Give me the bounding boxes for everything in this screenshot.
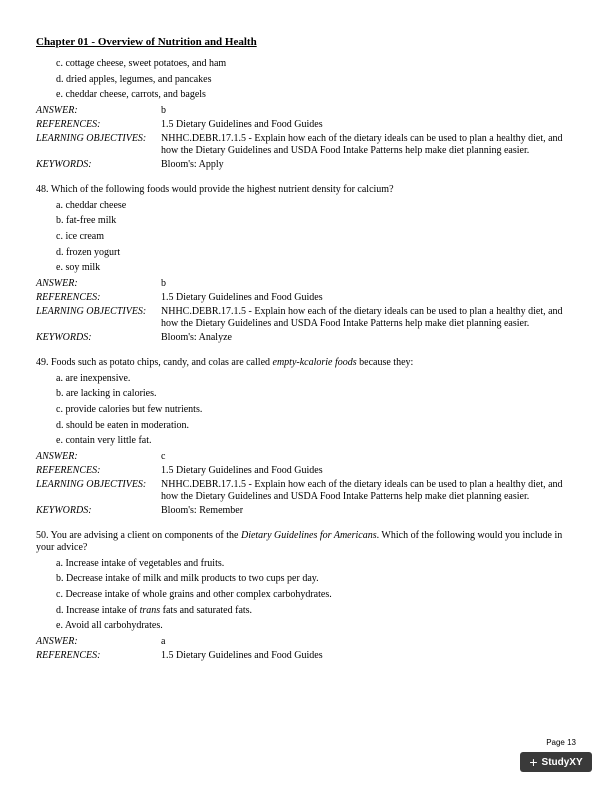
- references-row: REFERENCES: 1.5 Dietary Guidelines and Food Guides: [36, 291, 323, 303]
- logo-text: StudyXY: [541, 756, 583, 768]
- option-d: d. should be eaten in moderation.: [56, 419, 190, 431]
- keywords-row: KEYWORDS: Bloom's: Apply: [36, 158, 224, 170]
- question-block-50: [36, 530, 576, 662]
- question-block-47: [36, 56, 576, 171]
- references-row: REFERENCES: 1.5 Dietary Guidelines and Food Guides: [36, 649, 323, 661]
- question-text: 49. Foods such as potato chips, candy, and colas are called empty-kcalorie foods because they:: [36, 356, 414, 368]
- references-row: REFERENCES: 1.5 Dietary Guidelines and Food Guides: [36, 118, 323, 130]
- plus-icon: +: [529, 754, 538, 770]
- document-page: [36, 36, 576, 662]
- option-c: c. provide calories but few nutrients.: [56, 403, 203, 415]
- option-c: c. ice cream: [56, 230, 105, 242]
- references-row: REFERENCES: 1.5 Dietary Guidelines and Food Guides: [36, 464, 323, 476]
- answer-row: ANSWER: c: [36, 450, 166, 462]
- option-e: e. soy milk: [56, 262, 101, 274]
- option-d: d. Increase intake of trans fats and saturated fats.: [56, 604, 253, 616]
- option-d: d. frozen yogurt: [56, 246, 121, 258]
- option-c: c. Decrease intake of whole grains and other complex carbohydrates.: [56, 588, 332, 600]
- chapter-title: Chapter 01 - Overview of Nutrition and Health: [36, 36, 257, 48]
- option-e: e. contain very little fat.: [56, 435, 152, 447]
- option-b: b. are lacking in calories.: [56, 388, 157, 400]
- option-a: a. are inexpensive.: [56, 372, 131, 384]
- question-text: 50. You are advising a client on components of the Dietary Guidelines for Americans. Which of the following would you include in your advice?: [36, 529, 563, 553]
- option-d: d. dried apples, legumes, and pancakes: [56, 73, 212, 85]
- objectives-row: LEARNING OBJECTIVES: NHHC.DEBR.17.1.5 - Explain how each of the dietary ideals can be used to plan a healthy diet, and how the Dietary Guidelines and USDA Food Intake Patterns help make diet planning easier.: [36, 132, 563, 156]
- answer-row: ANSWER: a: [36, 635, 166, 647]
- option-e: e. Avoid all carbohydrates.: [56, 620, 163, 632]
- option-e: e. cheddar cheese, carrots, and bagels: [56, 89, 206, 101]
- option-a: a. Increase intake of vegetables and fruits.: [56, 557, 225, 569]
- question-block-49: [36, 357, 576, 517]
- answer-row: ANSWER: b: [36, 104, 166, 116]
- question-block-48: [36, 184, 576, 344]
- keywords-row: KEYWORDS: Bloom's: Analyze: [36, 331, 232, 343]
- question-text: 48. Which of the following foods would provide the highest nutrient density for calcium?: [36, 183, 394, 195]
- studyxy-logo: [520, 752, 592, 772]
- option-b: b. fat-free milk: [56, 215, 117, 227]
- answer-row: ANSWER: b: [36, 277, 166, 289]
- objectives-row: LEARNING OBJECTIVES: NHHC.DEBR.17.1.5 - Explain how each of the dietary ideals can be used to plan a healthy diet, and how the Dietary Guidelines and USDA Food Intake Patterns help make diet planning easier.: [36, 305, 563, 329]
- keywords-row: KEYWORDS: Bloom's: Remember: [36, 504, 244, 516]
- option-a: a. cheddar cheese: [56, 199, 127, 211]
- option-b: b. Decrease intake of milk and milk products to two cups per day.: [56, 573, 319, 585]
- page-number: Page 13: [546, 738, 576, 747]
- option-c: c. cottage cheese, sweet potatoes, and ham: [56, 58, 227, 69]
- objectives-row: LEARNING OBJECTIVES: NHHC.DEBR.17.1.5 - Explain how each of the dietary ideals can be used to plan a healthy diet, and how the Dietary Guidelines and USDA Food Intake Patterns help make diet planning easier.: [36, 478, 563, 502]
